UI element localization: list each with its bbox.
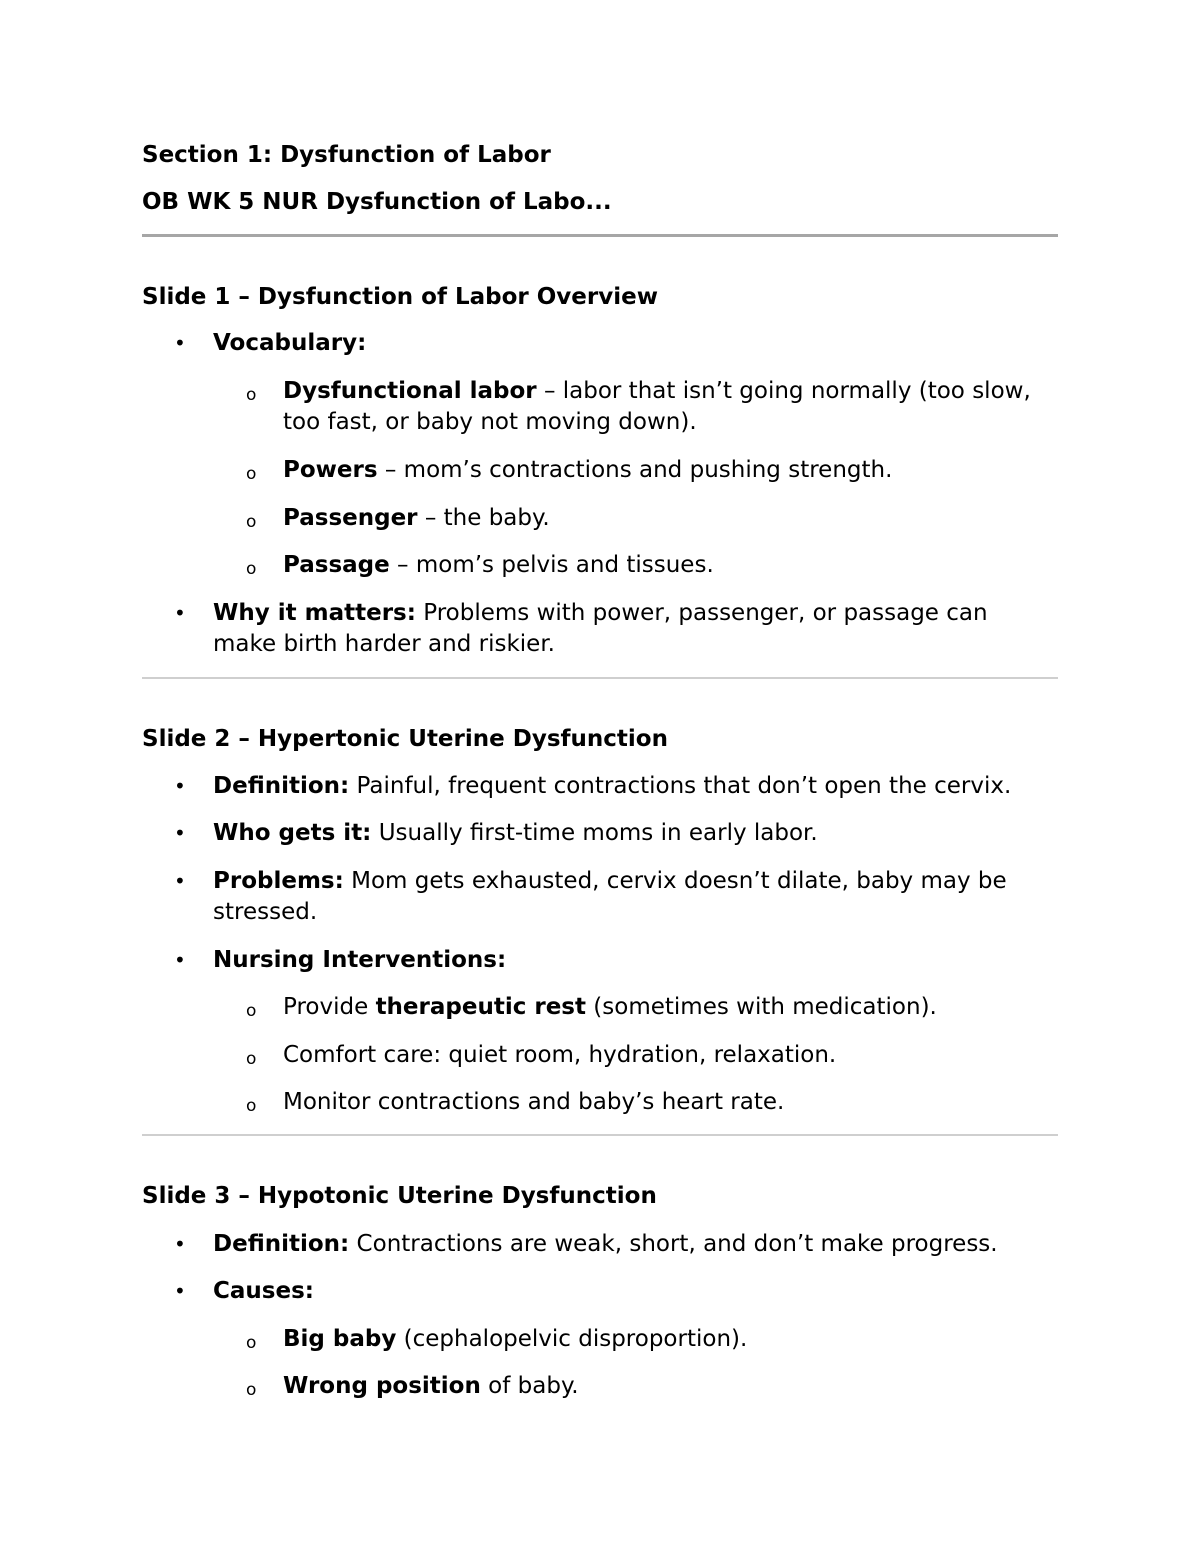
item-text: Painful, frequent contractions that don’t open the cervix. <box>349 773 1012 799</box>
bullet: • <box>174 1279 186 1303</box>
item-label: Causes: <box>213 1278 314 1304</box>
divider <box>142 1134 1058 1136</box>
bullet: • <box>174 1232 186 1256</box>
item-text: Mom gets exhausted, cervix doesn’t dilate, baby may be stressed. <box>213 868 1007 925</box>
item-text: (sometimes with medication). <box>585 994 937 1020</box>
sub-bullet: o <box>246 1001 257 1021</box>
list-item <box>213 866 1043 928</box>
sub-list-item <box>283 1087 1058 1118</box>
item-text: – mom’s contractions and pushing strength. <box>377 457 893 483</box>
item-label: Dysfunctional labor <box>283 378 537 404</box>
item-text: – the baby. <box>417 505 550 531</box>
item-text: (cephalopelvic disproportion). <box>396 1326 748 1352</box>
sub-bullet: o <box>246 512 257 532</box>
sub-bullet: o <box>246 1333 257 1353</box>
slide-1-title: Slide 1 – Dysfunction of Labor Overview <box>142 284 658 310</box>
sub-list-item <box>283 376 1058 438</box>
bullet: • <box>174 948 186 972</box>
file-link[interactable]: OB WK 5 NUR Dysfunction of Labo... <box>142 189 612 215</box>
slide-2-title: Slide 2 – Hypertonic Uterine Dysfunction <box>142 726 668 752</box>
item-text: of baby. <box>480 1373 579 1399</box>
item-text: – labor that isn’t going normally (too slow, too fast, or baby not moving down). <box>283 378 1031 435</box>
item-label: Who gets it: <box>213 820 372 846</box>
sub-bullet: o <box>246 385 257 405</box>
item-label: Definition: <box>213 773 350 799</box>
sub-list-item <box>283 1040 1058 1071</box>
sub-list-item <box>283 992 1058 1023</box>
slide-3-title: Slide 3 – Hypotonic Uterine Dysfunction <box>142 1183 657 1209</box>
item-label: Definition: <box>213 1231 350 1257</box>
item-text-pre: Provide <box>283 994 376 1020</box>
sub-bullet: o <box>246 559 257 579</box>
list-item <box>213 1229 1043 1260</box>
item-label: Passenger <box>283 505 418 531</box>
bullet: • <box>174 869 186 893</box>
item-label: Powers <box>283 457 378 483</box>
list-item <box>213 945 1043 976</box>
list-item <box>213 771 1043 802</box>
item-text: – mom’s pelvis and tissues. <box>389 552 714 578</box>
item-text: Problems with power, passenger, or passage can make birth harder and riskier. <box>213 600 988 657</box>
bullet: • <box>174 331 186 355</box>
item-label: Problems: <box>213 868 344 894</box>
list-item <box>213 328 1043 359</box>
sub-list-item <box>283 455 1058 486</box>
sub-bullet: o <box>246 1096 257 1116</box>
divider <box>142 234 1058 237</box>
sub-list-item <box>283 1324 1058 1355</box>
item-label: Passage <box>283 552 390 578</box>
item-label: Wrong position <box>283 1373 481 1399</box>
sub-bullet: o <box>246 1049 257 1069</box>
item-label: Vocabulary: <box>213 330 367 356</box>
item-text: Monitor contractions and baby’s heart rate. <box>283 1089 785 1115</box>
bullet: • <box>174 774 186 798</box>
sub-list-item <box>283 550 1058 581</box>
divider <box>142 677 1058 679</box>
list-item <box>213 1276 1043 1307</box>
sub-bullet: o <box>246 464 257 484</box>
sub-bullet: o <box>246 1380 257 1400</box>
section-title: Section 1: Dysfunction of Labor <box>142 142 551 168</box>
bullet: • <box>174 821 186 845</box>
item-text: Contractions are weak, short, and don’t make progress. <box>349 1231 998 1257</box>
list-item <box>213 818 1043 849</box>
item-label: Big baby <box>283 1326 397 1352</box>
item-label: Nursing Interventions: <box>213 947 507 973</box>
item-label: therapeutic rest <box>375 994 586 1020</box>
sub-list-item <box>283 1371 1058 1402</box>
item-text: Comfort care: quiet room, hydration, relaxation. <box>283 1042 837 1068</box>
bullet: • <box>174 601 186 625</box>
item-text: Usually first-time moms in early labor. <box>371 820 818 846</box>
item-label: Why it matters: <box>213 600 416 626</box>
list-item <box>213 598 1043 660</box>
sub-list-item <box>283 503 1058 534</box>
